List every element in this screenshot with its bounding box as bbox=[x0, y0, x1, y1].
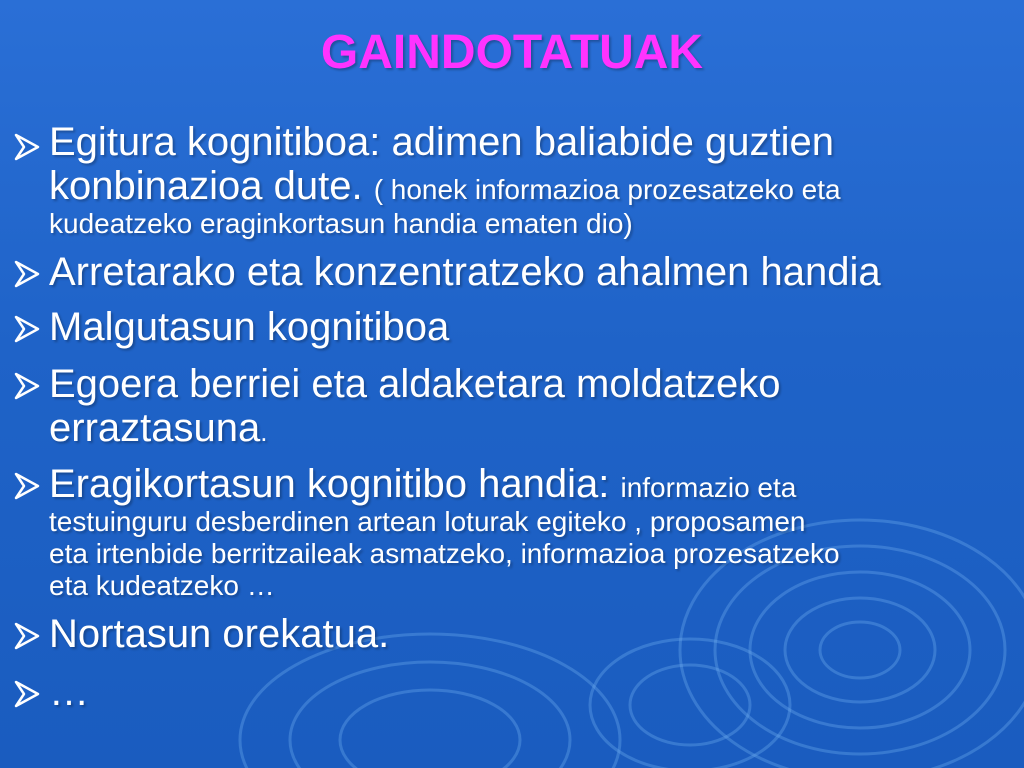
bullet-text-line: kudeatzeko eraginkortasun handia ematen dio) bbox=[49, 208, 633, 239]
arrowhead-bullet-icon bbox=[13, 679, 41, 709]
bullet-text-line: testuinguru desberdinen artean loturak egiteko , proposamen bbox=[49, 506, 806, 537]
bullet-text-line: … bbox=[49, 670, 89, 714]
bullet-text-line: Nortasun orekatua. bbox=[49, 612, 390, 656]
arrowhead-bullet-icon bbox=[13, 314, 41, 344]
bullet-text-line bbox=[49, 462, 1016, 506]
bullet-text-line: Arretarako eta konzentratzeko ahalmen handia bbox=[49, 250, 881, 294]
arrowhead-bullet-icon bbox=[13, 259, 41, 289]
bullet-text bbox=[49, 305, 1016, 349]
slide-title: GAINDOTATUAK bbox=[320, 26, 704, 79]
bullet-text bbox=[49, 670, 1016, 714]
bullet-text-part: erraztasuna bbox=[49, 406, 261, 450]
bullet-text-line: Malgutasun kognitiboa bbox=[49, 305, 450, 349]
bullet-text-part: Eragikortasun kognitibo handia: bbox=[49, 462, 621, 506]
bullet-text bbox=[49, 250, 1016, 294]
bullet-text-part: . bbox=[260, 417, 268, 447]
bullet-text-part: konbinazioa dute. bbox=[49, 164, 374, 208]
bullet-text bbox=[49, 362, 1016, 450]
bullet-text bbox=[49, 120, 1016, 240]
bullet-text-line: Egitura kognitiboa: adimen baliabide guztien bbox=[49, 120, 834, 164]
bullet-text-line bbox=[49, 164, 1016, 208]
arrowhead-bullet-icon bbox=[13, 621, 41, 651]
bullet-text-part: ( honek informazioa prozesatzeko eta bbox=[373, 174, 841, 205]
arrowhead-bullet-icon bbox=[13, 132, 41, 162]
arrowhead-bullet-icon bbox=[13, 471, 41, 501]
bullet-text-part: informazio eta bbox=[620, 472, 797, 503]
bullet-text bbox=[49, 462, 1016, 602]
bullet-text-line: eta irtenbide berritzaileak asmatzeko, informazioa prozesatzeko bbox=[49, 538, 840, 569]
bullet-text-line bbox=[49, 406, 1016, 450]
bullet-text-line: eta kudeatzeko … bbox=[49, 570, 275, 601]
bullet-text bbox=[49, 612, 1016, 656]
bullet-text-line: Egoera berriei eta aldaketara moldatzeko bbox=[49, 362, 781, 406]
arrowhead-bullet-icon bbox=[13, 371, 41, 401]
